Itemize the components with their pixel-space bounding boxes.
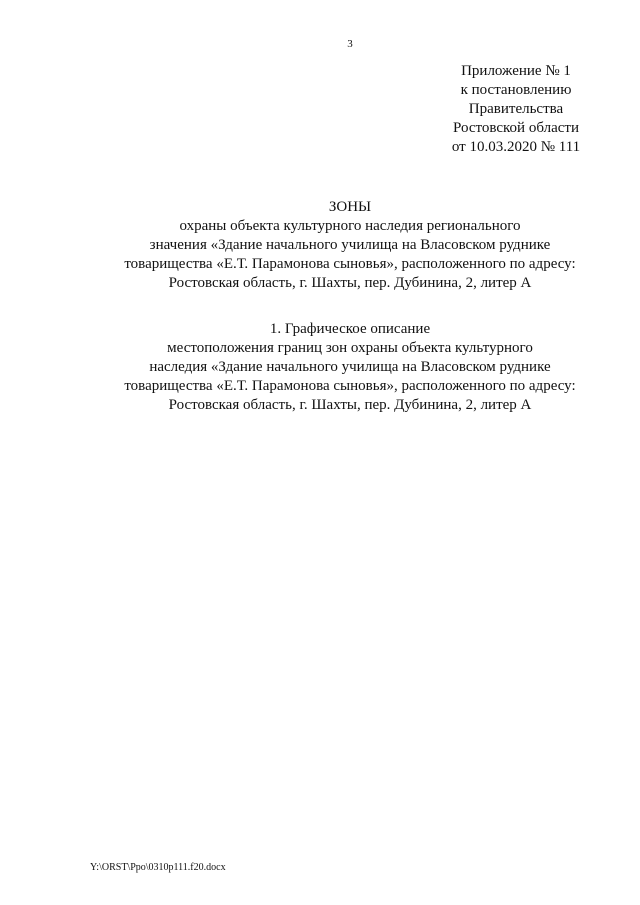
section-line: Ростовская область, г. Шахты, пер. Дубинина, 2, литер А [168,397,532,413]
section-line: наследия «Здание начального училища на Власовском руднике [149,359,551,375]
title-line: Ростовская область, г. Шахты, пер. Дубинина, 2, литер А [168,275,532,291]
section-heading: 1. Графическое описание [269,321,431,337]
title-line: товарищества «Е.Т. Парамонова сыновья», расположенного по адресу: [124,256,576,272]
zones-block [70,198,630,293]
section-1 [70,320,630,415]
section-line: товарищества «Е.Т. Парамонова сыновья», расположенного по адресу: [124,378,576,394]
appendix-line: Правительства [468,101,564,117]
page-number: 3 [347,38,353,50]
appendix-header [430,62,602,157]
title-line: значения «Здание начального училища на Власовском руднике [149,237,551,253]
title-line: охраны объекта культурного наследия регионального [179,218,521,234]
appendix-line: Ростовской области [453,120,579,136]
file-path-footer: Y:\ORST\Ppo\0310p111.f20.docx [90,862,226,873]
appendix-line: к постановлению [460,82,572,98]
section-line: местоположения границ зон охраны объекта культурного [167,340,533,356]
document-title: ЗОНЫ [328,199,372,215]
appendix-line: от 10.03.2020 № 111 [451,139,581,155]
appendix-line: Приложение № 1 [461,63,571,79]
